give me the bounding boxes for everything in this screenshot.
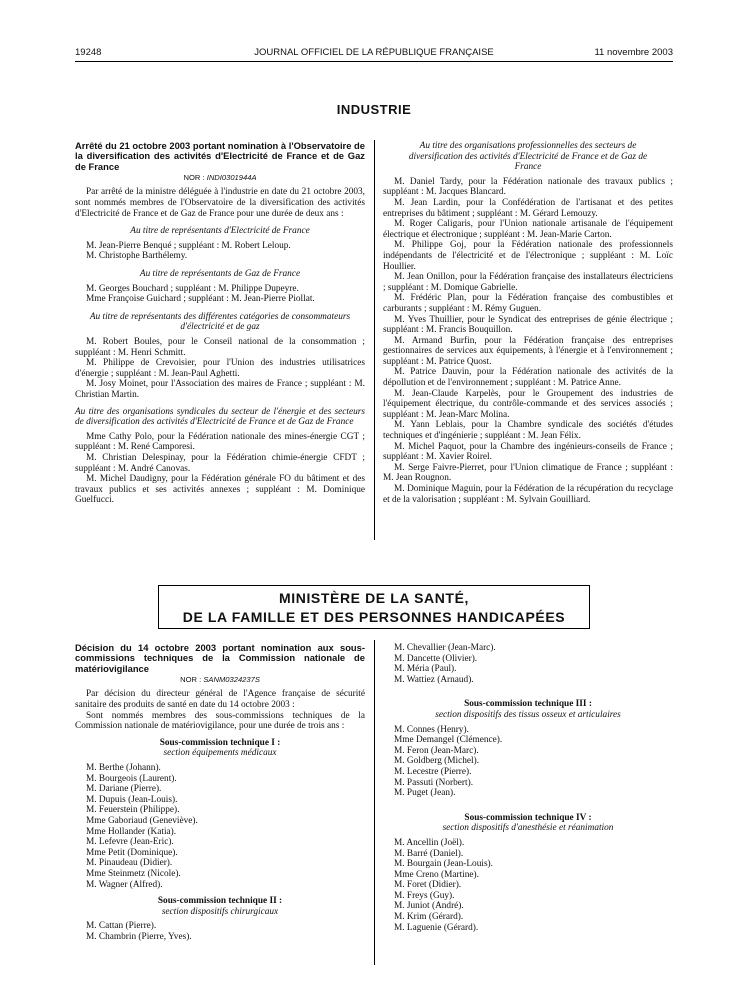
ministry-line-2: DE LA FAMILLE ET DES PERSONNES HANDICAPÉES xyxy=(182,609,566,625)
subcommission-2-title: Sous-commission technique II : xyxy=(157,896,283,907)
member-entry: M. Robert Boules, pour le Conseil national de la consommation ; suppléant : M. Henri Schmitt. xyxy=(75,337,365,358)
member-name: M. Juniot (André). xyxy=(394,901,464,912)
issue-date: 11 novembre 2003 xyxy=(594,47,673,58)
member-entry: M. Serge Faivre-Pierret, pour l'Union climatique de France ; suppléant : M. Jean Rougnon. xyxy=(383,462,673,484)
member-entry: M. Georges Bouchard ; suppléant : M. Philippe Dupeyre. xyxy=(86,283,299,294)
subcommission-4-title: Sous-commission technique IV : xyxy=(464,812,592,823)
member-name: M. Laguenie (Gérard). xyxy=(394,922,479,933)
member-name: M. Foret (Didier). xyxy=(394,880,462,891)
heading-edf: Au titre de représentants d'Electricité de France xyxy=(130,226,310,237)
industrie-right-column xyxy=(383,141,673,505)
member-name: M. Dancette (Olivier). xyxy=(394,653,478,664)
nor-value: INDI0301944A xyxy=(206,172,257,182)
sante-right-column xyxy=(383,643,673,933)
member-entry: M. Yann Leblais, pour la Chambre syndicale des sociétés d'études techniques et d'ingénierie ; suppléant : M. Jean Félix. xyxy=(383,420,673,442)
sante-left-column xyxy=(75,643,365,943)
decision-title: Décision du 14 octobre 2003 portant nomination aux sous-commissions techniques de la Commission nationale de matériovigilance xyxy=(75,642,365,674)
heading-gdf: Au titre de représentants de Gaz de France xyxy=(139,269,301,280)
member-entry: M. Christian Delespinay, pour la Fédération chimie-énergie CFDT ; suppléant : M. André Canovas. xyxy=(75,452,365,474)
member-entry: M. Jean-Claude Karpelès, pour le Groupement des industries de l'équipement électrique, du contrôle-commande et des services associés ; suppléant : M. Jean-Marc Molina. xyxy=(383,388,673,420)
header-rule xyxy=(75,61,673,62)
nor-label: NOR : xyxy=(180,674,202,684)
member-entry: M. Michel Daudigny, pour la Fédération générale FO du bâtiment et des travaux publics et ses activités annexes ; suppléant : M. Dominique Guelfucci. xyxy=(75,474,365,506)
member-name: M. Dariane (Pierre). xyxy=(86,784,162,795)
decision-intro: Par décision du directeur général de l'Agence française de sécurité sanitaire des produits de santé en date du 14 octobre 2003 : xyxy=(75,689,365,711)
member-name: Mme Gaboriaud (Geneviève). xyxy=(86,816,198,827)
decree-intro: Par arrêté de la ministre déléguée à l'industrie en date du 21 octobre 2003, sont nommés membres de l'Observatoire de la diversification des activités d'Electricité de France et de Gaz de France pour une durée de deux ans : xyxy=(75,187,365,219)
member-name: M. Feron (Jean-Marc). xyxy=(394,745,479,756)
heading-unions: Au titre des organisations syndicales du secteur de l'énergie et des secteurs de diversification des activités d'Electricité de France et de Gaz de France xyxy=(75,406,365,428)
heading-consumers: Au titre de représentants des différentes catégories de consommateurs d'électricité et de gaz xyxy=(89,311,351,333)
subcommission-3-section: section dispositifs des tissus osseux et articulaires xyxy=(435,709,621,720)
member-name: M. Cattan (Pierre). xyxy=(86,921,157,932)
member-entry: M. Dominique Maguin, pour la Fédération de la récupération du recyclage et de la valorisation ; suppléant : M. Sylvain Gouilliard. xyxy=(383,484,673,505)
member-name: M. Ancellin (Joël). xyxy=(394,837,465,848)
member-entry: M. Jean-Pierre Benqué ; suppléant : M. Robert Leloup. xyxy=(86,240,291,251)
industrie-left-column xyxy=(75,141,365,506)
member-name: M. Wagner (Alfred). xyxy=(86,879,163,890)
journal-title: JOURNAL OFFICIEL DE LA RÉPUBLIQUE FRANÇAISE xyxy=(254,47,494,58)
member-entry: M. Philippe de Crevoisier, pour l'Union des industries utilisatrices d'énergie ; suppléant : M. Jean-Paul Aghetti. xyxy=(75,358,365,379)
member-name: M. Goldberg (Michel). xyxy=(394,756,480,767)
column-divider xyxy=(374,140,375,540)
subcommission-2-section: section dispositifs chirurgicaux xyxy=(161,906,279,917)
member-name: M. Bourgeois (Laurent). xyxy=(86,773,177,784)
member-name: M. Barré (Daniel). xyxy=(394,848,464,859)
subcommission-1-section: section équipements médicaux xyxy=(163,748,277,759)
subcommission-3-title: Sous-commission technique III : xyxy=(464,699,592,710)
member-entry: M. Jean Onillon, pour la Fédération française des installateurs électriciens ; suppléant : M. Domique Gabrielle. xyxy=(383,272,673,293)
member-entry: M. Daniel Tardy, pour la Fédération nationale des travaux publics ; suppléant : M. Jacques Blancard. xyxy=(383,176,673,198)
member-entry: M. Christophe Barthélemy. xyxy=(86,251,188,262)
member-name: M. Méria (Paul). xyxy=(394,664,457,675)
member-name: M. Puget (Jean). xyxy=(394,788,456,799)
member-name: M. Passuti (Norbert). xyxy=(394,777,474,788)
member-entry: M. Patrice Dauvin, pour la Fédération nationale des activités de la dépollution et de l'environnement ; suppléant : M. Patrice Anne. xyxy=(383,367,673,389)
nor-value: SANM0324237S xyxy=(203,674,260,684)
member-entry: M. Roger Caligaris, pour l'Union nationale artisanale de l'équipement électrique et électronique ; suppléant : M. Jean-Marie Carton. xyxy=(383,219,673,240)
member-name: Mme Steinmetz (Nicole). xyxy=(86,868,181,879)
decree-title: Arrêté du 21 octobre 2003 portant nomination à l'Observatoire de la diversification des activités d'Electricité de France et de Gaz de France xyxy=(75,140,365,172)
member-name: M. Berthe (Johann). xyxy=(86,763,161,774)
member-entry: Mme Françoise Guichard ; suppléant : M. Jean-Pierre Piollat. xyxy=(86,294,315,305)
member-name: Mme Creno (Martine). xyxy=(394,869,479,880)
column-divider xyxy=(374,640,375,965)
nor-reference xyxy=(75,173,365,184)
member-name: M. Lecestre (Pierre). xyxy=(394,766,472,777)
member-entry: M. Philippe Goj, pour la Fédération nationale des professionnels indépendants de l'électricité et de l'électronique ; suppléant : M. Loïc Houllier. xyxy=(383,240,673,272)
member-entry: M. Josy Moinet, pour l'Association des maires de France ; suppléant : M. Christian Martin. xyxy=(75,379,365,400)
member-entry: M. Armand Burfin, pour la Fédération française des entreprises gestionnaires de services aux équipements, à l'énergie et à l'environnement ; suppléant : M. Patrice Quost. xyxy=(383,335,673,367)
nor-reference xyxy=(75,675,365,686)
member-entry: M. Michel Paquot, pour la Chambre des ingénieurs-conseils de France ; suppléant : M. Xavier Roirel. xyxy=(383,441,673,463)
page-number: 19248 xyxy=(75,47,102,58)
member-name: M. Bourgain (Jean-Louis). xyxy=(394,859,493,870)
member-name: M. Chevallier (Jean-Marc). xyxy=(394,643,496,653)
member-name: Mme Demangel (Clémence). xyxy=(394,735,503,746)
subcommission-1-title: Sous-commission technique I : xyxy=(159,737,281,748)
ministry-heading-box xyxy=(158,585,590,629)
subcommission-4-section: section dispositifs d'anesthésie et réanimation xyxy=(442,823,614,834)
member-name: M. Freys (Guy). xyxy=(394,890,455,901)
member-name: M. Wattiez (Arnaud). xyxy=(394,674,474,685)
member-name: M. Dupuis (Jean-Louis). xyxy=(86,794,178,805)
member-entry: M. Yves Thuillier, pour le Syndicat des entreprises de génie électrique ; suppléant : M. Francis Bouquillon. xyxy=(383,314,673,336)
section-title: INDUSTRIE xyxy=(336,102,412,117)
member-name: M. Krim (Gérard). xyxy=(394,912,464,923)
member-name: M. Connes (Henry). xyxy=(394,724,469,735)
member-name: M. Feuerstein (Philippe). xyxy=(86,805,180,816)
page-header xyxy=(75,47,673,61)
member-entry: M. Frédéric Plan, pour la Fédération française des combustibles et carburants ; suppléant : M. Rémy Guguen. xyxy=(383,293,673,314)
nor-label: NOR : xyxy=(183,172,205,182)
heading-professional: Au titre des organisations professionnelles des secteurs de diversification des activités d'Electricité de France et de Gaz de France xyxy=(408,141,648,173)
member-name: M. Chambrin (Pierre, Yves). xyxy=(86,931,192,942)
member-name: M. Lefevre (Jean-Eric). xyxy=(86,837,174,848)
member-name: Mme Hollander (Katia). xyxy=(86,826,177,837)
member-entry: Mme Cathy Polo, pour la Fédération nationale des mines-énergie CGT ; suppléant : M. René Camporesi. xyxy=(75,431,365,453)
member-entry: M. Jean Lardin, pour la Confédération de l'artisanat et des petites entreprises du bâtiment ; suppléant : M. Gérard Lemouzy. xyxy=(383,197,673,219)
member-name: M. Pinaudeau (Didier). xyxy=(86,858,173,869)
member-name: Mme Petit (Dominique). xyxy=(86,847,178,858)
decision-intro-2: Sont nommés membres des sous-commissions techniques de la Commission nationale de matériovigilance, pour une durée de trois ans : xyxy=(75,710,365,732)
ministry-line-1: MINISTÈRE DE LA SANTÉ, xyxy=(278,590,470,606)
